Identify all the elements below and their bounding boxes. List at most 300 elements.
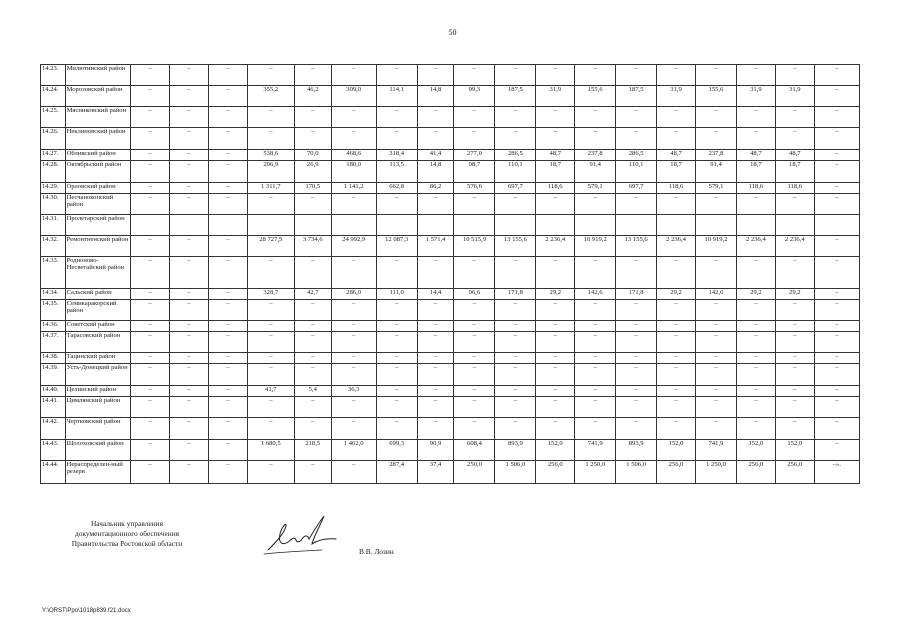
value-cell: –: [294, 332, 331, 353]
value-cell: 48,7: [736, 150, 775, 161]
value-cell: –: [169, 332, 208, 353]
value-cell: 286,5: [616, 150, 657, 161]
value-cell: –: [208, 397, 247, 418]
value-cell: 893,9: [616, 440, 657, 461]
value-cell: –: [376, 418, 417, 440]
row-code: 14.30.: [41, 194, 66, 215]
value-cell: –: [696, 128, 737, 150]
value-cell: –: [131, 332, 170, 353]
value-cell: –: [169, 321, 208, 332]
value-cell: –: [575, 257, 616, 289]
table-row: [41, 289, 860, 300]
signer-name: В.В. Лозин: [359, 547, 394, 556]
value-cell: 1 506,0: [495, 461, 536, 484]
value-cell: –: [169, 386, 208, 397]
value-cell: 86,2: [417, 183, 454, 194]
value-cell: 1 462,0: [331, 440, 376, 461]
value-cell: –: [495, 397, 536, 418]
value-cell: 10 515,9: [454, 236, 495, 257]
value-cell: –: [131, 128, 170, 150]
value-cell: –: [454, 386, 495, 397]
table-row: [41, 107, 860, 128]
row-name: Ремонтненский район: [65, 236, 131, 257]
value-cell: –: [657, 386, 696, 397]
value-cell: –: [696, 321, 737, 332]
value-cell: –: [131, 86, 170, 107]
value-cell: [814, 215, 859, 236]
value-cell: –: [331, 321, 376, 332]
row-name: Цимлянский район: [65, 397, 131, 418]
table-row: [41, 128, 860, 150]
table-row: [41, 86, 860, 107]
value-cell: –: [454, 332, 495, 353]
value-cell: –: [131, 418, 170, 440]
value-cell: –: [417, 128, 454, 150]
value-cell: –: [575, 65, 616, 86]
value-cell: –: [495, 321, 536, 332]
value-cell: –: [331, 107, 376, 128]
value-cell: –: [814, 236, 859, 257]
table-row: [41, 353, 860, 364]
value-cell: –: [131, 150, 170, 161]
value-cell: –: [169, 257, 208, 289]
value-cell: –: [131, 386, 170, 397]
value-cell: –: [208, 418, 247, 440]
value-cell: 579,1: [696, 183, 737, 194]
value-cell: –: [169, 440, 208, 461]
value-cell: –: [417, 332, 454, 353]
row-code: 14.38.: [41, 353, 66, 364]
value-cell: –: [775, 332, 814, 353]
value-cell: –: [814, 183, 859, 194]
value-cell: –: [696, 300, 737, 321]
value-cell: 277,0: [454, 150, 495, 161]
value-cell: –: [657, 300, 696, 321]
value-cell: –: [575, 321, 616, 332]
value-cell: –: [169, 107, 208, 128]
value-cell: 28 727,5: [247, 236, 294, 257]
value-cell: –: [331, 300, 376, 321]
value-cell: –: [376, 364, 417, 386]
table-row: [41, 397, 860, 418]
value-cell: –: [376, 128, 417, 150]
value-cell: –: [247, 128, 294, 150]
row-code: 14.33.: [41, 257, 66, 289]
value-cell: –: [247, 321, 294, 332]
value-cell: [495, 215, 536, 236]
value-cell: –: [454, 321, 495, 332]
value-cell: –: [417, 65, 454, 86]
value-cell: –: [696, 65, 737, 86]
value-cell: –: [536, 128, 575, 150]
value-cell: –: [657, 257, 696, 289]
value-cell: –: [536, 257, 575, 289]
value-cell: –: [331, 128, 376, 150]
value-cell: –: [131, 321, 170, 332]
value-cell: –: [696, 257, 737, 289]
value-cell: 152,0: [536, 440, 575, 461]
value-cell: –: [417, 418, 454, 440]
value-cell: –: [376, 386, 417, 397]
value-cell: 1 571,4: [417, 236, 454, 257]
row-name: Милютинский район: [65, 65, 131, 86]
value-cell: –: [247, 418, 294, 440]
table-row: [41, 161, 860, 183]
value-cell: 24 992,9: [331, 236, 376, 257]
value-cell: –: [169, 65, 208, 86]
value-cell: –: [376, 332, 417, 353]
budget-table: [40, 64, 860, 484]
value-cell: –: [169, 397, 208, 418]
value-cell: –: [454, 300, 495, 321]
value-cell: 18,7: [775, 161, 814, 183]
value-cell: 13 155,6: [616, 236, 657, 257]
value-cell: [616, 215, 657, 236]
value-cell: 3 734,6: [294, 236, 331, 257]
row-code: 14.25.: [41, 107, 66, 128]
value-cell: –: [814, 418, 859, 440]
value-cell: –: [616, 257, 657, 289]
value-cell: –: [417, 321, 454, 332]
value-cell: –: [131, 461, 170, 484]
row-code: 14.29.: [41, 183, 66, 194]
value-cell: –: [208, 86, 247, 107]
value-cell: –: [696, 364, 737, 386]
value-cell: –: [331, 418, 376, 440]
value-cell: –: [775, 397, 814, 418]
table-row: [41, 364, 860, 386]
value-cell: 91,4: [575, 161, 616, 183]
value-cell: –: [736, 332, 775, 353]
value-cell: 152,0: [775, 440, 814, 461]
value-cell: 170,5: [294, 183, 331, 194]
row-name: Песчанокопский район: [65, 194, 131, 215]
value-cell: 697,7: [616, 183, 657, 194]
value-cell: –: [331, 364, 376, 386]
value-cell: –: [696, 353, 737, 364]
value-cell: –: [696, 418, 737, 440]
value-cell: [417, 215, 454, 236]
value-cell: –: [657, 321, 696, 332]
value-cell: –: [169, 183, 208, 194]
value-cell: –: [247, 194, 294, 215]
value-cell: –: [294, 461, 331, 484]
value-cell: –: [536, 364, 575, 386]
value-cell: –: [775, 353, 814, 364]
value-cell: –: [775, 321, 814, 332]
value-cell: –: [495, 386, 536, 397]
value-cell: 37,4: [417, 461, 454, 484]
value-cell: –: [814, 65, 859, 86]
value-cell: –: [131, 183, 170, 194]
value-cell: 608,4: [454, 440, 495, 461]
value-cell: –: [376, 397, 417, 418]
value-cell: 14,8: [417, 86, 454, 107]
row-code: 14.41.: [41, 397, 66, 418]
value-cell: –: [376, 194, 417, 215]
value-cell: –: [657, 397, 696, 418]
value-cell: 91,4: [696, 161, 737, 183]
value-cell: –: [616, 194, 657, 215]
value-cell: 579,1: [575, 183, 616, 194]
value-cell: 2 236,4: [536, 236, 575, 257]
value-cell: –: [495, 65, 536, 86]
value-cell: 29,2: [657, 289, 696, 300]
value-cell: –: [814, 150, 859, 161]
value-cell: –: [814, 161, 859, 183]
value-cell: [169, 215, 208, 236]
value-cell: –: [575, 364, 616, 386]
value-cell: 538,6: [247, 150, 294, 161]
value-cell: –: [495, 353, 536, 364]
value-cell: –: [169, 364, 208, 386]
value-cell: 13 155,6: [495, 236, 536, 257]
row-code: 14.34.: [41, 289, 66, 300]
value-cell: –: [775, 418, 814, 440]
value-cell: 118,6: [657, 183, 696, 194]
value-cell: [376, 215, 417, 236]
value-cell: –: [575, 128, 616, 150]
value-cell: –: [575, 353, 616, 364]
value-cell: –: [417, 386, 454, 397]
value-cell: –: [417, 257, 454, 289]
value-cell: 41,7: [247, 386, 294, 397]
value-cell: –: [657, 194, 696, 215]
value-cell: 2 236,4: [657, 236, 696, 257]
value-cell: –: [131, 65, 170, 86]
row-name: Шолоховский район: [65, 440, 131, 461]
row-name: Неклиновский район: [65, 128, 131, 150]
value-cell: –: [657, 65, 696, 86]
value-cell: –: [131, 440, 170, 461]
value-cell: 118,6: [775, 183, 814, 194]
value-cell: 98,7: [454, 161, 495, 183]
value-cell: –: [208, 364, 247, 386]
value-cell: –: [376, 107, 417, 128]
value-cell: 99,3: [454, 86, 495, 107]
value-cell: –: [294, 321, 331, 332]
value-cell: –: [736, 353, 775, 364]
value-cell: –: [454, 194, 495, 215]
value-cell: –: [536, 397, 575, 418]
value-cell: 29,2: [536, 289, 575, 300]
value-cell: –: [208, 257, 247, 289]
value-cell: –: [208, 128, 247, 150]
value-cell: –: [417, 353, 454, 364]
value-cell: –: [208, 440, 247, 461]
value-cell: –: [131, 353, 170, 364]
value-cell: –: [454, 257, 495, 289]
value-cell: –: [169, 236, 208, 257]
value-cell: –: [814, 353, 859, 364]
table-row: [41, 321, 860, 332]
value-cell: 14,4: [417, 289, 454, 300]
value-cell: –: [814, 386, 859, 397]
value-cell: [454, 215, 495, 236]
value-cell: 250,0: [454, 461, 495, 484]
row-name: Октябрьский район: [65, 161, 131, 183]
value-cell: –: [169, 128, 208, 150]
value-cell: [331, 215, 376, 236]
value-cell: –: [657, 128, 696, 150]
value-cell: –: [131, 236, 170, 257]
value-cell: 118,6: [736, 183, 775, 194]
value-cell: 110,1: [616, 161, 657, 183]
value-cell: 29,2: [736, 289, 775, 300]
value-cell: 1 250,0: [575, 461, 616, 484]
value-cell: [536, 215, 575, 236]
value-cell: 1 250,0: [696, 461, 737, 484]
value-cell: –: [575, 418, 616, 440]
value-cell: –: [814, 440, 859, 461]
value-cell: –: [814, 257, 859, 289]
page-number: 50: [448, 28, 457, 37]
row-name: Тацинский район: [65, 353, 131, 364]
value-cell: –: [696, 332, 737, 353]
row-name: Пролетарский район: [65, 215, 131, 236]
value-cell: –: [294, 300, 331, 321]
table-row: [41, 65, 860, 86]
value-cell: 152,0: [736, 440, 775, 461]
row-code: 14.28.: [41, 161, 66, 183]
value-cell: –: [131, 300, 170, 321]
signer-title-line: Начальник управления: [90, 519, 164, 528]
value-cell: 171,8: [495, 289, 536, 300]
value-cell: 309,0: [331, 86, 376, 107]
value-cell: –: [131, 257, 170, 289]
value-cell: –: [814, 300, 859, 321]
value-cell: –: [169, 150, 208, 161]
value-cell: –: [814, 128, 859, 150]
value-cell: 286,0: [331, 289, 376, 300]
value-cell: –: [495, 128, 536, 150]
value-cell: 48,7: [657, 150, 696, 161]
value-cell: 26,9: [294, 161, 331, 183]
value-cell: –: [294, 194, 331, 215]
row-name: Орловский район: [65, 183, 131, 194]
value-cell: 10 919,2: [575, 236, 616, 257]
value-cell: –: [775, 364, 814, 386]
value-cell: 48,7: [775, 150, 814, 161]
value-cell: –: [376, 321, 417, 332]
value-cell: –: [736, 257, 775, 289]
value-cell: –: [775, 107, 814, 128]
value-cell: –: [247, 107, 294, 128]
row-code: 14.42.: [41, 418, 66, 440]
value-cell: –: [696, 386, 737, 397]
value-cell: 256,0: [775, 461, 814, 484]
value-cell: 1 311,7: [247, 183, 294, 194]
value-cell: –: [536, 300, 575, 321]
table-row: [41, 194, 860, 215]
row-code: 14.36.: [41, 321, 66, 332]
value-cell: –: [247, 65, 294, 86]
value-cell: –: [616, 107, 657, 128]
table-row: [41, 300, 860, 321]
value-cell: –: [417, 194, 454, 215]
value-cell: –: [775, 386, 814, 397]
value-cell: 18,7: [736, 161, 775, 183]
table-row: [41, 215, 860, 236]
value-cell: –: [696, 397, 737, 418]
table-body: [41, 65, 860, 484]
value-cell: 187,5: [495, 86, 536, 107]
signer-title-line: Правительства Ростовской области: [71, 539, 183, 548]
value-cell: 14,8: [417, 161, 454, 183]
value-cell: [247, 215, 294, 236]
value-cell: –: [536, 386, 575, 397]
row-code: 14.40.: [41, 386, 66, 397]
value-cell: –: [814, 194, 859, 215]
value-cell: –: [536, 418, 575, 440]
value-cell: 1 506,0: [616, 461, 657, 484]
value-cell: –: [657, 364, 696, 386]
value-cell: –: [454, 397, 495, 418]
value-cell: –: [536, 107, 575, 128]
value-cell: –: [616, 128, 657, 150]
signature-block: [42, 519, 212, 549]
value-cell: –: [294, 353, 331, 364]
value-cell: –: [616, 321, 657, 332]
value-cell: –: [736, 107, 775, 128]
value-cell: –».: [814, 461, 859, 484]
value-cell: 114,1: [376, 86, 417, 107]
value-cell: –: [169, 418, 208, 440]
value-cell: 42,7: [294, 289, 331, 300]
value-cell: –: [131, 289, 170, 300]
value-cell: –: [208, 300, 247, 321]
value-cell: –: [247, 300, 294, 321]
value-cell: 1 680,5: [247, 440, 294, 461]
value-cell: 41,4: [417, 150, 454, 161]
value-cell: 318,4: [376, 150, 417, 161]
value-cell: –: [575, 397, 616, 418]
value-cell: 328,7: [247, 289, 294, 300]
table-row: [41, 386, 860, 397]
row-name: Мясниковский район: [65, 107, 131, 128]
value-cell: 155,6: [696, 86, 737, 107]
value-cell: –: [208, 289, 247, 300]
row-name: Тарасовский район: [65, 332, 131, 353]
value-cell: 218,5: [294, 440, 331, 461]
table-row: [41, 440, 860, 461]
value-cell: 662,8: [376, 183, 417, 194]
value-cell: –: [616, 65, 657, 86]
value-cell: –: [294, 397, 331, 418]
value-cell: –: [454, 364, 495, 386]
value-cell: 206,9: [247, 161, 294, 183]
value-cell: –: [131, 397, 170, 418]
value-cell: –: [294, 418, 331, 440]
value-cell: 46,2: [294, 86, 331, 107]
value-cell: –: [247, 461, 294, 484]
value-cell: –: [616, 300, 657, 321]
value-cell: 180,0: [331, 161, 376, 183]
value-cell: –: [376, 353, 417, 364]
table-row: [41, 257, 860, 289]
value-cell: –: [169, 161, 208, 183]
value-cell: –: [417, 397, 454, 418]
value-cell: –: [495, 107, 536, 128]
row-name: Целинский район: [65, 386, 131, 397]
value-cell: –: [454, 107, 495, 128]
value-cell: –: [536, 194, 575, 215]
value-cell: 96,6: [454, 289, 495, 300]
file-path: Y:\ORST\Ppo\1018p839.f21.docx: [42, 608, 131, 614]
value-cell: –: [247, 364, 294, 386]
value-cell: –: [696, 194, 737, 215]
value-cell: 110,1: [495, 161, 536, 183]
